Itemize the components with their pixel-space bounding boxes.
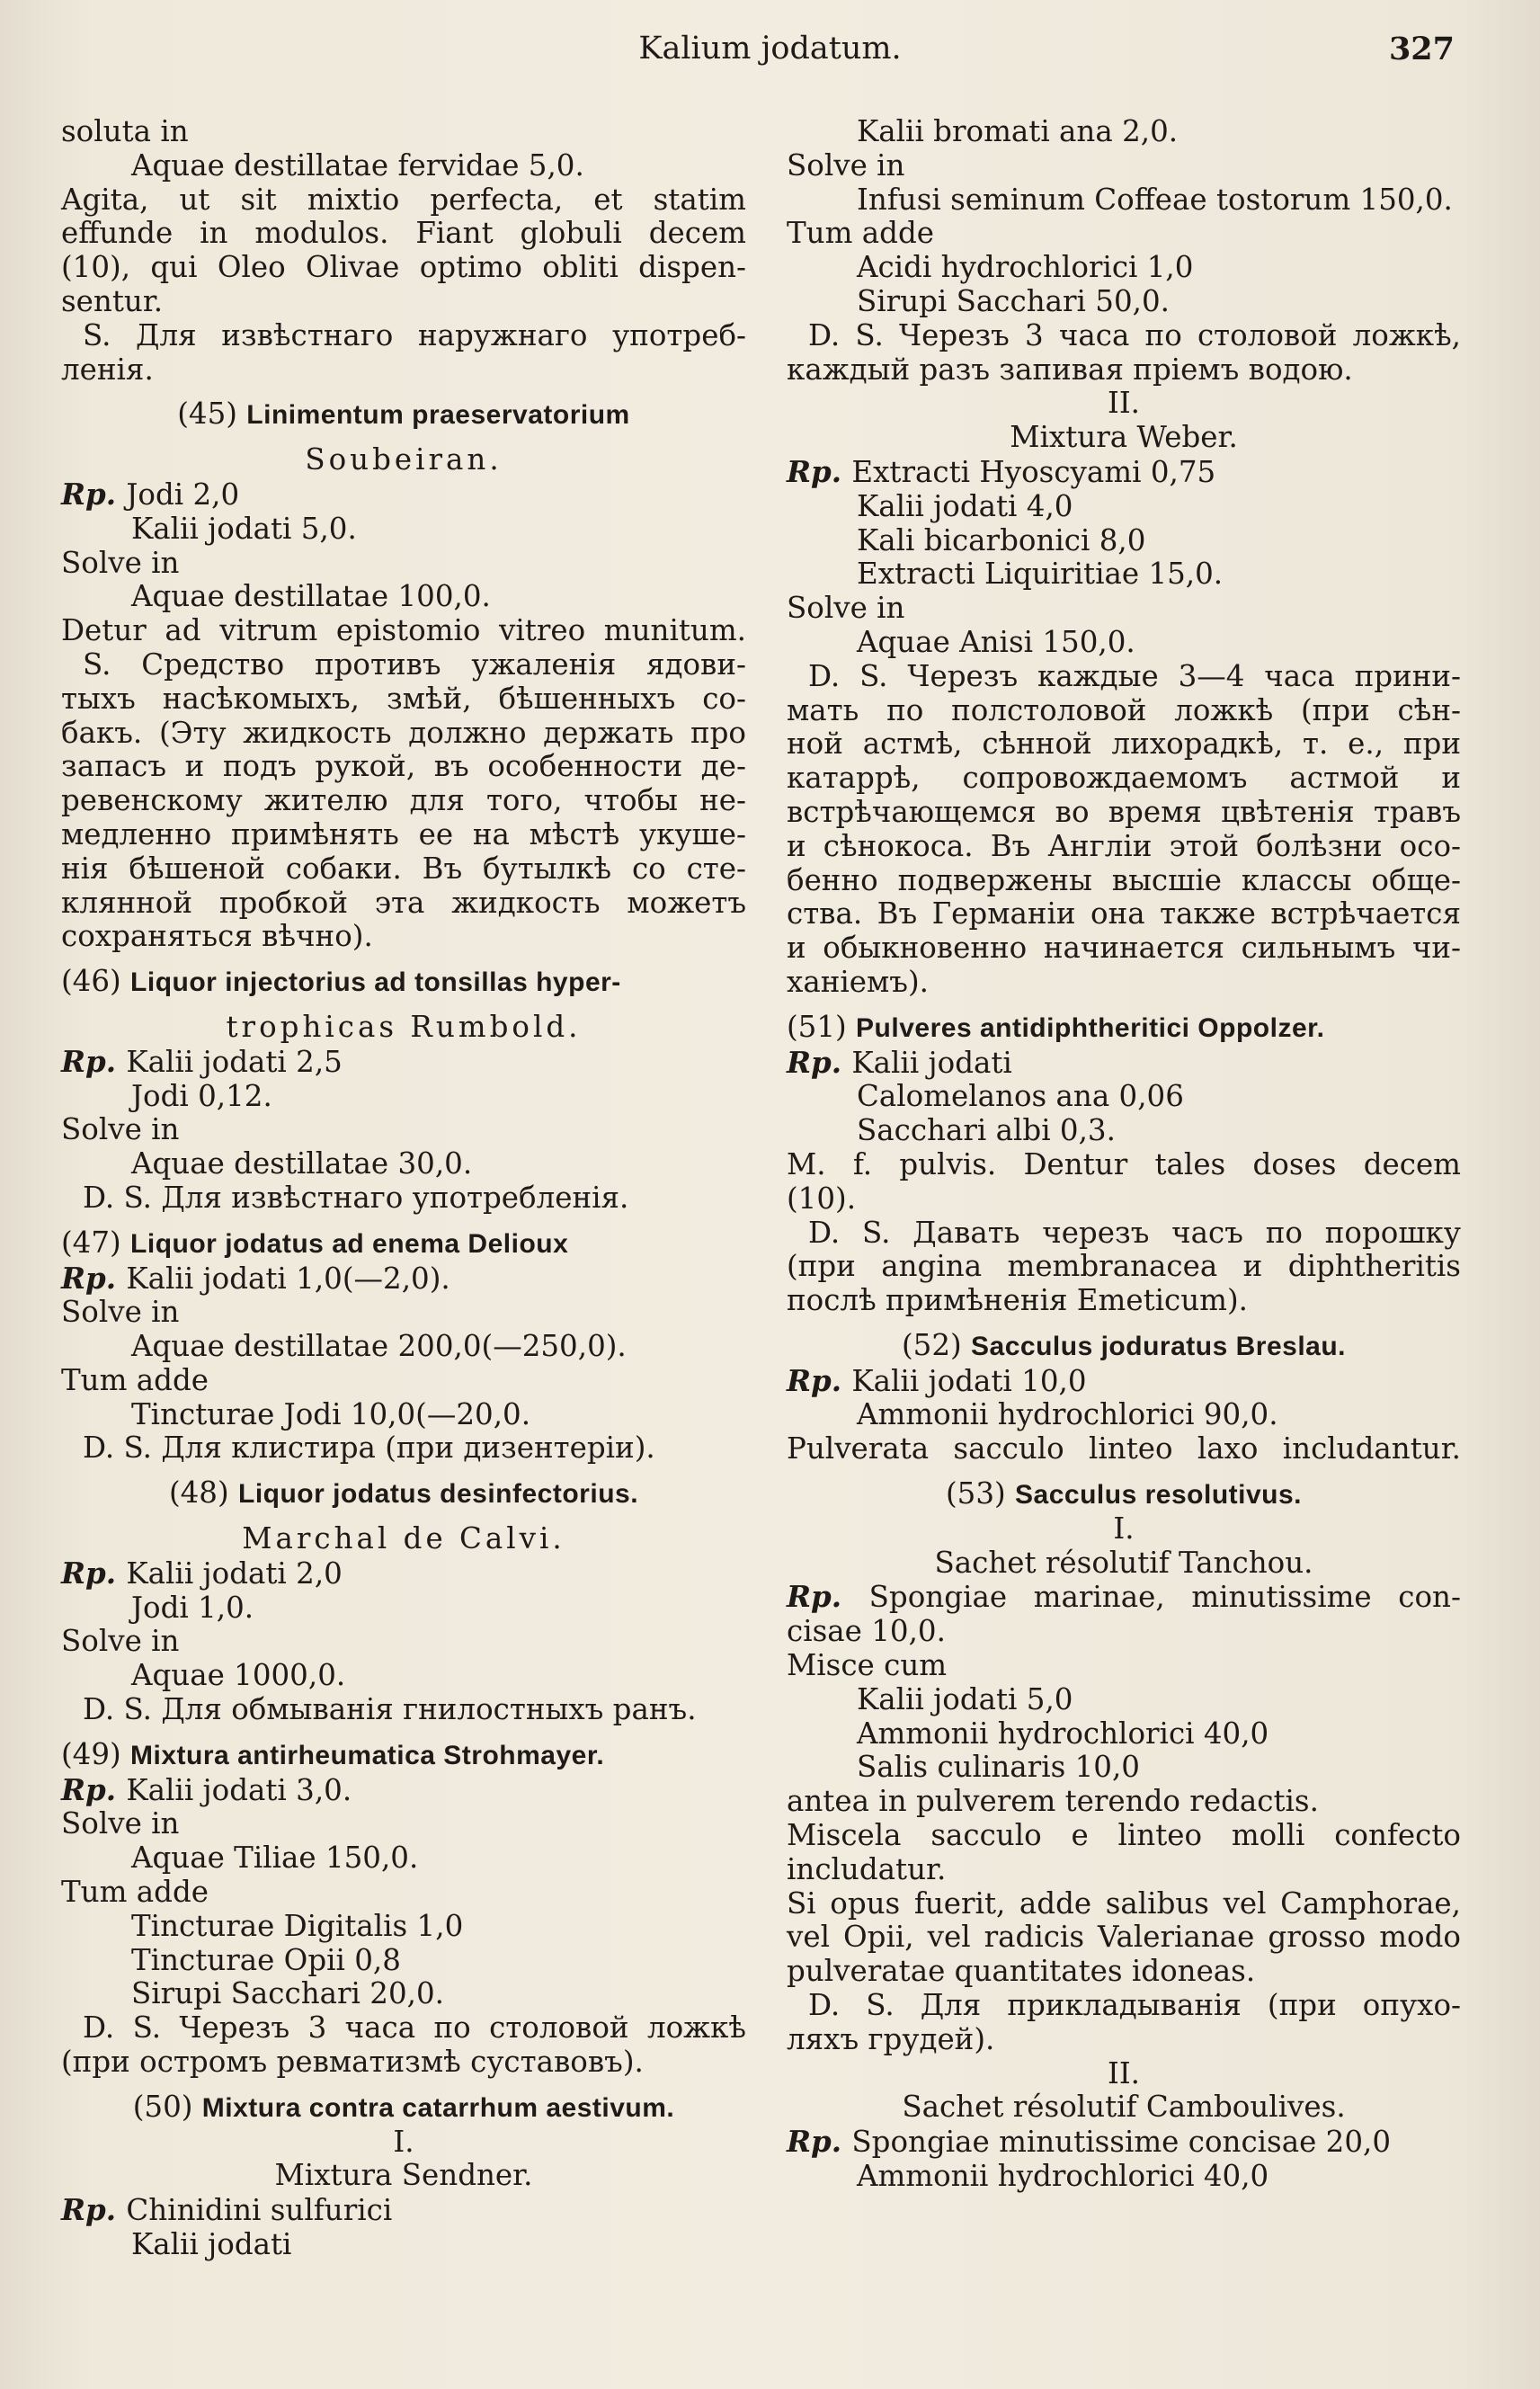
text-line: и сѣнокоса. Въ Англіи этой болѣзни осо- [787, 828, 1461, 863]
text-line: Tum adde [61, 1875, 209, 1910]
recipe-title: Pulveres antidiphtheritici Oppolzer. [856, 1012, 1325, 1043]
text-line: Solve in [61, 1624, 180, 1659]
recipe-title: Liquor injectorius ad tonsillas hyper- [130, 967, 621, 998]
running-head [0, 31, 1540, 76]
text-line: Tincturae Jodi 10,0(—20,0. [131, 1396, 531, 1431]
text-line: D. S. Для обмыванія гнилостныхъ ранъ. [83, 1692, 697, 1727]
prescription-line [61, 1556, 746, 1591]
text-line: ства. Въ Германіи она также встрѣчается [787, 896, 1461, 932]
recipe-title: Liquor jodatus desinfectorius. [238, 1479, 639, 1510]
text-line: includatur. [787, 1851, 947, 1886]
text-line: мать по полстоловой ложкѣ (при сѣн- [787, 692, 1461, 727]
rp-label: Rp. [787, 1362, 852, 1398]
page-number: 327 [1388, 31, 1455, 67]
text-line: Detur ad vitrum epistomio vitreo munitum. [61, 613, 746, 648]
recipe-number: (45) [177, 397, 247, 432]
text-line: (при остромъ ревматизмѣ суставовъ). [61, 2045, 644, 2080]
recipe-heading [787, 1477, 1461, 1512]
text-line: Misce cum [787, 1648, 948, 1683]
text-line: S. Для извѣстнаго наружнаго употреб- [83, 317, 746, 352]
text-line: M. f. pulvis. Dentur tales doses decem [787, 1146, 1461, 1181]
rp-label: Rp. [61, 1043, 127, 1079]
text-line: (10), qui Oleo Olivae optimo obliti dispen- [61, 250, 746, 285]
text-line: ляхъ грудей). [787, 2021, 995, 2056]
recipe-heading [61, 2090, 746, 2126]
recipe-title: Mixtura contra catarrhum aestivum. [201, 2092, 675, 2123]
text-line: Ammonii hydrochlorici 90,0. [857, 1397, 1278, 1432]
recipe-heading [61, 965, 746, 1000]
recipe-heading [787, 1011, 1461, 1046]
rp-label: Rp. [61, 476, 127, 512]
text-line: Solve in [61, 1112, 180, 1147]
text-line: (10). [787, 1181, 857, 1216]
text-line: D. S. Черезъ 3 часа по столовой ложкѣ [83, 2010, 746, 2046]
text-line: Infusi seminum Coffeae tostorum 150,0. [857, 182, 1453, 217]
text-line: Ammonii hydrochlorici 40,0 [857, 1716, 1269, 1751]
text-line: D. S. Для прикладыванія (при опухо- [808, 1988, 1461, 2023]
recipe-heading: Marchal de Calvi. [242, 1521, 565, 1556]
prescription-line [61, 1261, 746, 1297]
ingredient-text: Kalii jodati 10,0 [851, 1363, 1087, 1398]
text-line: Aquae Tiliae 150,0. [131, 1841, 419, 1876]
running-title: Kalium jodatum. [638, 31, 902, 67]
rp-label: Rp. [61, 2192, 127, 2228]
text-line: antea in pulverem terendo redactis. [787, 1784, 1319, 1819]
text-line: S. Средство противъ ужаленія ядови- [83, 646, 746, 682]
text-line: (при angina membranacea и diphtheritis [787, 1249, 1461, 1284]
text-line: I. [1113, 1511, 1135, 1546]
ingredient-text: Jodi 2,0 [126, 477, 240, 512]
ingredient-text: Extracti Hyoscyami 0,75 [851, 454, 1216, 489]
recipe-title: Sacculus joduratus Breslau. [971, 1331, 1346, 1361]
recipe-title: Linimentum praeservatorium [246, 400, 630, 431]
recipe-heading [61, 1738, 746, 1773]
text-line: Miscela sacculo e linteo molli confecto [787, 1818, 1461, 1853]
text-line: Jodi 1,0. [131, 1590, 254, 1625]
recipe-heading [61, 1226, 746, 1261]
prescription-line [787, 455, 1461, 490]
text-line: Solve in [787, 591, 905, 626]
text-line: Sachet résolutif Camboulives. [902, 2090, 1346, 2125]
text-line: effunde in modulos. Fiant globuli decem [61, 216, 746, 251]
text-line: Kalii bromati ana 2,0. [857, 114, 1179, 148]
recipe-heading [787, 1329, 1461, 1364]
text-line: Aquae 1000,0. [131, 1658, 346, 1693]
text-line: Aquae destillatae 100,0. [131, 579, 491, 614]
recipe-number: (53) [946, 1476, 1016, 1511]
text-line: Tincturae Digitalis 1,0 [131, 1908, 464, 1943]
prescription-line [787, 2125, 1461, 2160]
recipe-number: (50) [132, 2089, 202, 2124]
prescription-line [787, 1580, 1461, 1615]
text-line: Kalii jodati 5,0. [131, 511, 357, 546]
text-line: Pulverata sacculo linteo laxo includantur. [787, 1431, 1461, 1466]
recipe-heading [61, 397, 746, 432]
text-line: и обыкновенно начинается сильнымъ чи- [787, 931, 1461, 966]
left-column [61, 115, 746, 2262]
text-line: Kalii jodati 4,0 [857, 488, 1073, 523]
text-line: Si opus fuerit, adde salibus vel Camphorae, [787, 1885, 1461, 1921]
text-line: D. S. Для извѣстнаго употребленія. [83, 1180, 629, 1215]
recipe-heading: Soubeiran. [305, 442, 503, 477]
recipe-number: (51) [787, 1009, 857, 1044]
text-line: D. S. Давать черезъ часъ по порошку [808, 1215, 1461, 1250]
text-line: катаррѣ, сопровождаемомъ астмой и [787, 761, 1461, 796]
text-line: Sachet résolutif Tanchou. [934, 1545, 1313, 1580]
text-line: ленія. [61, 352, 154, 387]
ingredient-text: Kalii jodati 2,5 [126, 1044, 343, 1079]
text-line: запасъ и подъ рукой, въ особенности де- [61, 749, 746, 784]
ingredient-text: Kalii jodati 3,0. [126, 1772, 352, 1807]
text-line: Aquae destillatae 30,0. [131, 1146, 473, 1181]
text-line: ревенскому жителю для того, чтобы не- [61, 783, 746, 818]
text-line: D. S. Черезъ каждые 3—4 часа прини- [808, 658, 1461, 693]
ingredient-text: Kalii jodati [851, 1045, 1012, 1080]
recipe-title: Mixtura antirheumatica Strohmayer. [130, 1740, 605, 1770]
text-line: D. S. Черезъ 3 часа по столовой ложкѣ, [808, 317, 1461, 352]
text-line: Kalii jodati 5,0 [857, 1681, 1073, 1716]
text-line: Aquae Anisi 150,0. [857, 624, 1135, 659]
text-line: Mixtura Sendner. [274, 2158, 533, 2193]
text-line: Salis culinaris 10,0 [857, 1750, 1140, 1785]
recipe-title: Liquor jodatus ad enema Delioux [130, 1228, 569, 1259]
text-line: Calomelanos ana 0,06 [857, 1079, 1184, 1114]
recipe-number: (49) [61, 1736, 131, 1771]
text-line: Solve in [61, 1295, 180, 1330]
text-line: послѣ примѣненія Emeticum). [787, 1283, 1248, 1318]
rp-label: Rp. [61, 1555, 127, 1591]
text-line: pulveratae quantitates idoneas. [787, 1954, 1256, 1989]
recipe-heading [61, 1476, 746, 1511]
text-line: сохраняться вѣчно). [61, 919, 373, 954]
ingredient-text: Kalii jodati 1,0(—2,0). [126, 1261, 450, 1296]
text-line: I. [393, 2124, 414, 2159]
text-line: Extracti Liquiritiae 15,0. [857, 557, 1224, 592]
prescription-line [61, 2193, 746, 2228]
rp-label: Rp. [787, 453, 852, 489]
text-line: Tum adde [61, 1362, 209, 1397]
text-line: soluta in [61, 114, 189, 148]
text-line: бакъ. (Эту жидкость должно держать про [61, 715, 746, 750]
prescription-line [61, 1045, 746, 1080]
rp-label: Rp. [787, 1044, 852, 1080]
prescription-line [61, 477, 746, 513]
text-line: каждый разъ запивая пріемъ водою. [787, 352, 1353, 387]
text-line: cisae 10,0. [787, 1614, 946, 1649]
prescription-line [61, 1773, 746, 1808]
text-line: Jodi 0,12. [131, 1078, 272, 1113]
text-line: Mixtura Weber. [1010, 420, 1238, 455]
recipe-title: Sacculus resolutivus. [1015, 1480, 1302, 1511]
text-line: медленно примѣнять ее на мѣстѣ укуше- [61, 816, 746, 851]
text-line: нія бѣшеной собаки. Въ бутылкѣ со сте- [61, 851, 746, 886]
recipe-heading: trophicas Rumbold. [226, 1009, 582, 1044]
text-line: Ammonii hydrochlorici 40,0 [857, 2159, 1269, 2194]
prescription-line [787, 1364, 1461, 1399]
recipe-number: (52) [901, 1327, 972, 1362]
text-line: Solve in [61, 1806, 180, 1841]
text-line: Aquae destillatae 200,0(—250,0). [131, 1329, 627, 1364]
text-line: Tincturae Opii 0,8 [131, 1942, 401, 1977]
text-line: Sacchari albi 0,3. [857, 1113, 1116, 1148]
ingredient-text: Kalii jodati 2,0 [126, 1556, 343, 1591]
text-line: II. [1107, 2055, 1140, 2090]
text-line: Agita, ut sit mixtio perfecta, et statim [61, 182, 746, 217]
recipe-number: (46) [61, 964, 131, 999]
text-line: Sirupi Sacchari 50,0. [857, 283, 1170, 318]
text-line: D. S. Для клистира (при дизентеріи). [83, 1431, 655, 1466]
text-line: Solve in [61, 545, 180, 580]
rp-label: Rp. [787, 1579, 869, 1615]
text-line: встрѣчающемся во время цвѣтенія травъ [787, 794, 1461, 829]
text-line: Kali bicarbonici 8,0 [857, 522, 1146, 557]
text-line: vel Opii, vel radicis Valerianae grosso modo [787, 1920, 1461, 1955]
text-line: sentur. [61, 283, 164, 318]
ingredient-text: Spongiae minutissime concisae 20,0 [851, 2125, 1392, 2160]
ingredient-text: Chinidini sulfurici [126, 2193, 393, 2228]
text-line: Kalii jodati [131, 2227, 292, 2262]
text-line: Sirupi Sacchari 20,0. [131, 1976, 444, 2011]
rp-label: Rp. [61, 1260, 127, 1296]
rp-label: Rp. [61, 1771, 127, 1807]
text-line: бенно подвержены высшіе классы обще- [787, 862, 1461, 897]
text-line: Acidi hydrochlorici 1,0 [857, 250, 1194, 285]
text-line: тыхъ насѣкомыхъ, змѣй, бѣшенныхъ со- [61, 681, 746, 716]
text-line: II. [1107, 386, 1140, 421]
ingredient-text: Spongiae marinae, minutissime con- [868, 1580, 1461, 1615]
text-line: клянной пробкой эта жидкость можетъ [61, 885, 746, 920]
text-line: Solve in [787, 147, 905, 183]
text-line: Aquae destillatae fervidae 5,0. [131, 147, 584, 183]
text-line: ханіемъ). [787, 964, 929, 999]
text-line: ной астмѣ, сѣнной лихорадкѣ, т. е., при [787, 727, 1461, 762]
recipe-number: (48) [168, 1475, 238, 1511]
text-line: Tum adde [787, 216, 934, 251]
right-column [787, 115, 1461, 2194]
rp-label: Rp. [787, 2124, 852, 2160]
recipe-number: (47) [61, 1225, 131, 1260]
prescription-line [787, 1046, 1461, 1081]
